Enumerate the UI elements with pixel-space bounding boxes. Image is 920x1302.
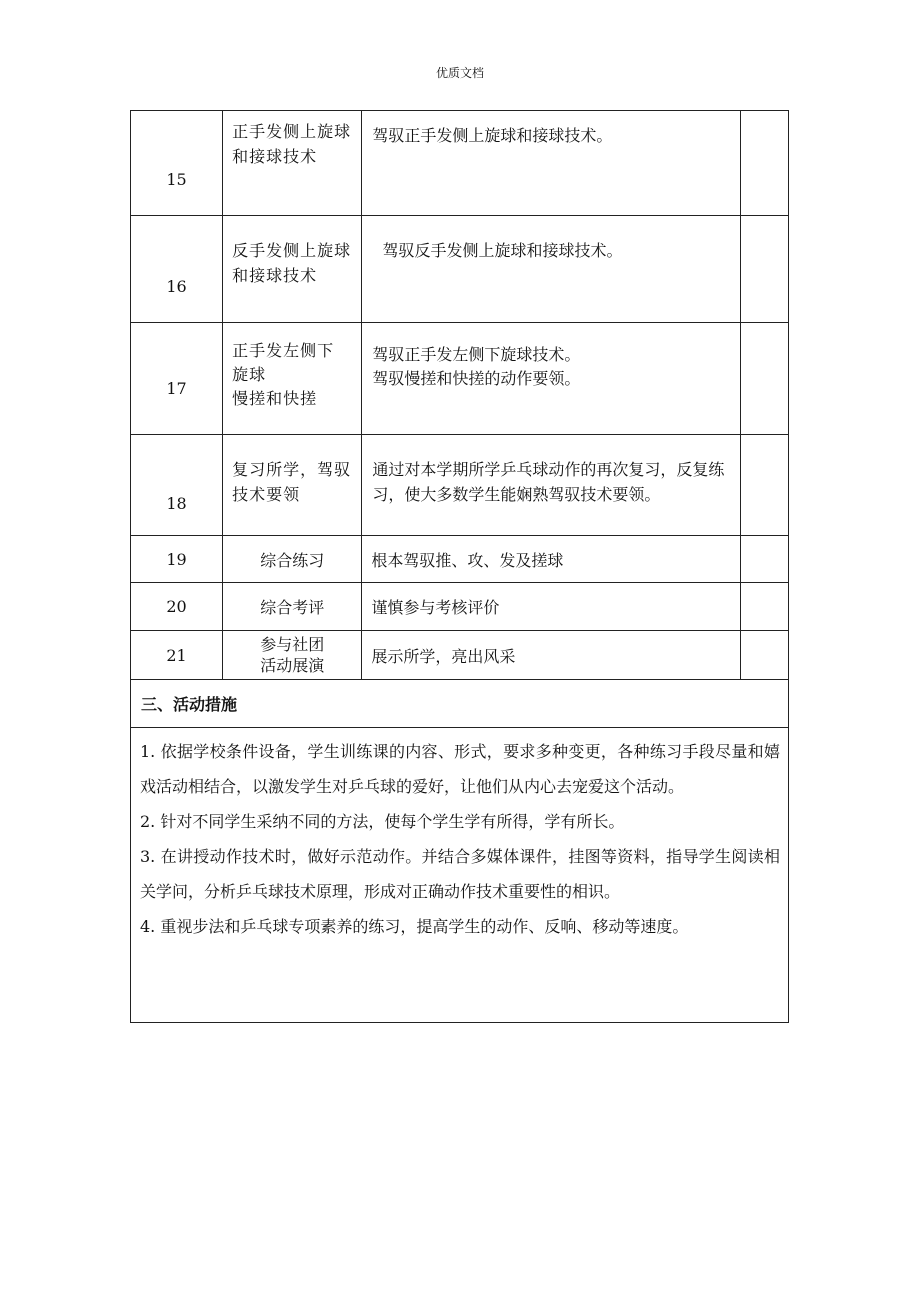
training-plan-table bbox=[130, 110, 789, 1023]
table-row bbox=[131, 111, 789, 216]
lesson-topic-line: 活动展演 bbox=[260, 656, 325, 675]
blank-cell bbox=[740, 435, 788, 536]
section-content-row bbox=[131, 728, 789, 1023]
measures-list bbox=[131, 728, 789, 1023]
lesson-topic-line: 旋球 bbox=[232, 365, 267, 384]
table-row bbox=[131, 536, 789, 583]
lesson-topic: 正手发侧上旋球和接球技术 bbox=[223, 111, 362, 216]
measure-item: 3. 在讲授动作技术时，做好示范动作。并结合多媒体课件，挂图等资料，指导学生阅读相关学问，分析乒乓球技术原理，形成对正确动作技术重要性的相识。 bbox=[140, 847, 780, 901]
lesson-topic-line: 慢搓和快搓 bbox=[232, 389, 318, 408]
lesson-goal-line: 驾驭慢搓和快搓的动作要领。 bbox=[372, 369, 581, 388]
lesson-goal: 展示所学，亮出风采 bbox=[362, 631, 741, 680]
lesson-topic bbox=[223, 323, 362, 435]
section-title: 三、活动措施 bbox=[131, 680, 789, 728]
measure-item: 4. 重视步法和乒乓球专项素养的练习，提高学生的动作、反响、移动等速度。 bbox=[140, 917, 689, 936]
lesson-goal bbox=[362, 323, 741, 435]
blank-cell bbox=[740, 216, 788, 323]
measure-item: 1. 依据学校条件设备，学生训练课的内容、形式，要求多种变更，各种练习手段尽量和嬉戏活动相结合，以激发学生对乒乓球的爱好，让他们从内心去宠爱这个活动。 bbox=[140, 742, 780, 796]
lesson-goal: 通过对本学期所学乒乓球动作的再次复习，反复练习，使大多数学生能娴熟驾驭技术要领。 bbox=[362, 435, 741, 536]
table-row bbox=[131, 323, 789, 435]
week-number: 16 bbox=[131, 216, 223, 323]
blank-cell bbox=[740, 631, 788, 680]
lesson-topic: 综合考评 bbox=[223, 583, 362, 631]
blank-cell bbox=[740, 111, 788, 216]
lesson-topic-line: 参与社团 bbox=[260, 635, 325, 654]
lesson-goal-line: 驾驭正手发左侧下旋球技术。 bbox=[372, 345, 581, 364]
lesson-topic: 复习所学，驾驭技术要领 bbox=[223, 435, 362, 536]
week-number: 15 bbox=[131, 111, 223, 216]
lesson-goal: 谨慎参与考核评价 bbox=[362, 583, 741, 631]
lesson-topic: 综合练习 bbox=[223, 536, 362, 583]
blank-cell bbox=[740, 536, 788, 583]
week-number: 20 bbox=[131, 583, 223, 631]
table-row bbox=[131, 583, 789, 631]
week-number: 21 bbox=[131, 631, 223, 680]
lesson-topic: 反手发侧上旋球和接球技术 bbox=[223, 216, 362, 323]
table-row bbox=[131, 435, 789, 536]
blank-cell bbox=[740, 583, 788, 631]
blank-cell bbox=[740, 323, 788, 435]
lesson-goal: 根本驾驭推、攻、发及搓球 bbox=[362, 536, 741, 583]
measure-item: 2. 针对不同学生采纳不同的方法，使每个学生学有所得，学有所长。 bbox=[140, 812, 625, 831]
lesson-topic bbox=[223, 631, 362, 680]
lesson-goal: 驾驭反手发侧上旋球和接球技术。 bbox=[362, 216, 741, 323]
week-number: 17 bbox=[131, 323, 223, 435]
page-header: 优质文档 bbox=[435, 66, 484, 80]
week-number: 19 bbox=[131, 536, 223, 583]
week-number: 18 bbox=[131, 435, 223, 536]
table-row bbox=[131, 631, 789, 680]
section-heading-row bbox=[131, 680, 789, 728]
lesson-goal: 驾驭正手发侧上旋球和接球技术。 bbox=[362, 111, 741, 216]
lesson-topic-line: 正手发左侧下 bbox=[232, 341, 335, 360]
table-row bbox=[131, 216, 789, 323]
